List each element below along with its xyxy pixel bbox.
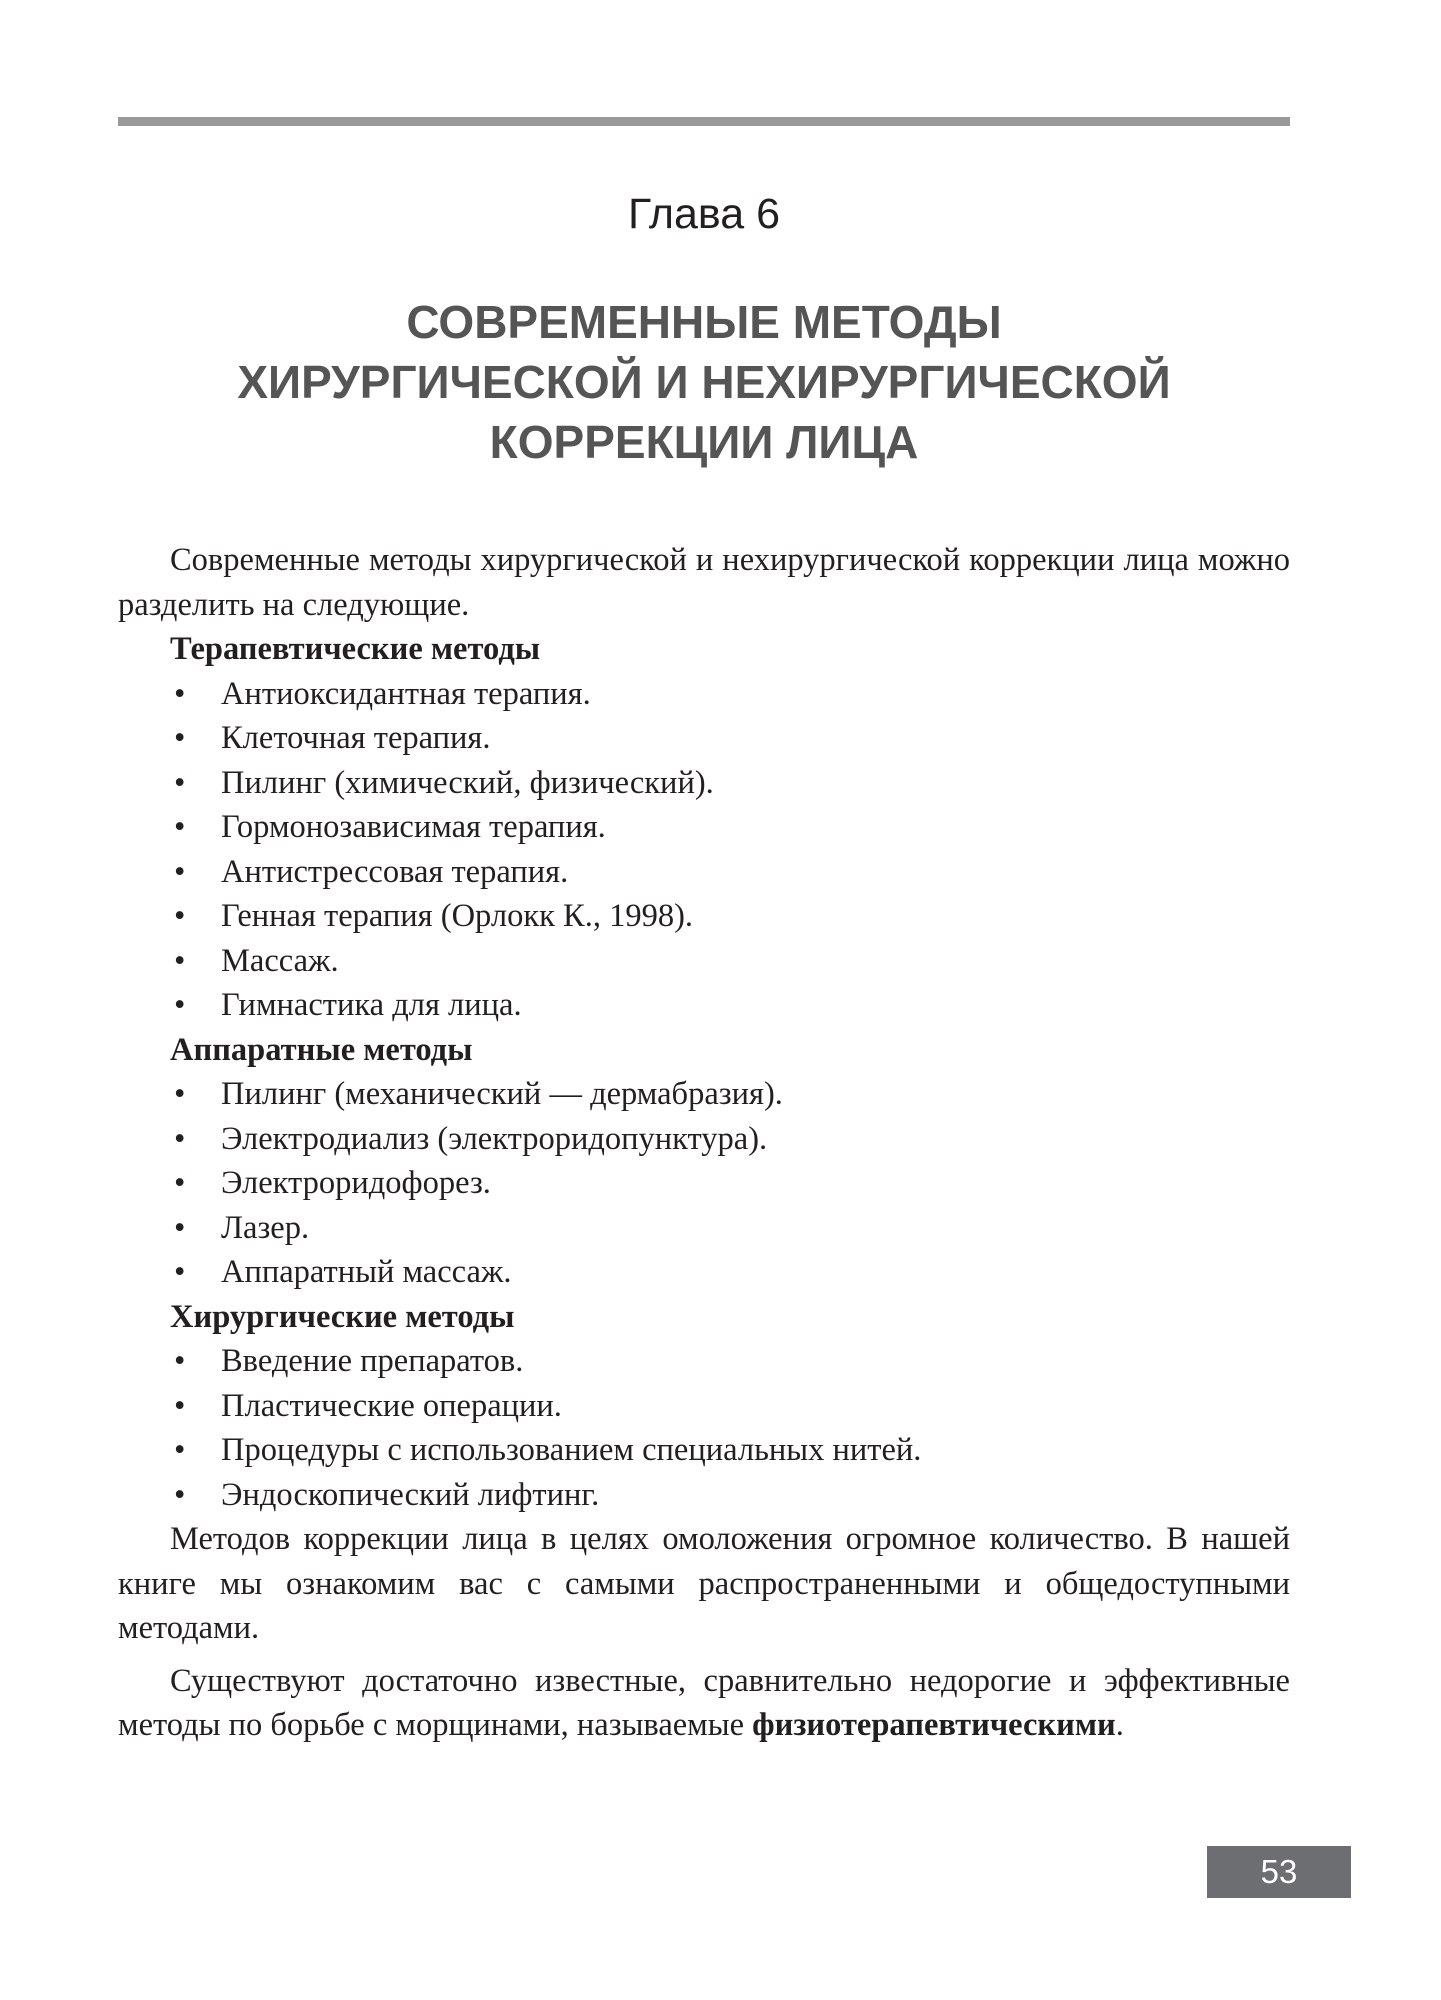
- list-item: • Эндоскопический лифтинг.: [118, 1473, 1290, 1518]
- bullet-icon: •: [174, 809, 186, 845]
- list-item: • Лазер.: [118, 1206, 1290, 1251]
- list-hardware: [118, 1072, 1290, 1295]
- bullet-icon: •: [174, 1209, 186, 1246]
- bullet-icon: •: [174, 1120, 186, 1157]
- bullet-icon: •: [174, 942, 186, 979]
- bullet-icon: •: [174, 1476, 186, 1513]
- list-item: • Введение препаратов.: [118, 1339, 1290, 1384]
- list-item: • Аппаратный массаж.: [118, 1250, 1290, 1295]
- list-therapeutic: [118, 672, 1290, 1028]
- bullet-icon: •: [174, 1387, 186, 1424]
- bullet-icon: •: [174, 1343, 186, 1379]
- list-item: • Клеточная терапия.: [118, 716, 1290, 761]
- list-item: • Процедуры с использованием специальных нитей.: [118, 1428, 1290, 1473]
- list-item: • Гормонозависимая терапия.: [118, 805, 1290, 850]
- section-heading-therapeutic: Терапевтические методы: [170, 631, 541, 667]
- chapter-label: Глава 6: [627, 190, 780, 238]
- body-text: [118, 538, 1290, 1748]
- section-heading-hardware: Аппаратные методы: [170, 1031, 473, 1068]
- bullet-icon: •: [174, 1076, 186, 1112]
- page-number: 53: [1207, 1846, 1351, 1898]
- intro-paragraph: Современные методы хирургической и нехирургической коррекции лица можно разделить на следующие.: [118, 542, 1290, 623]
- section-heading-surgical: Хирургические методы: [170, 1298, 515, 1335]
- chapter-title-line-2: ХИРУРГИЧЕСКОЙ И НЕХИРУРГИЧЕСКОЙ: [237, 356, 1171, 408]
- top-rule: [118, 117, 1290, 126]
- bullet-icon: •: [174, 987, 186, 1023]
- paragraph-3-end: .: [1115, 1707, 1124, 1743]
- paragraph-3-start: Существуют достаточно известные, сравнительно недорогие и эффективные методы по борьбе с морщинами, называемые: [118, 1662, 1290, 1743]
- chapter-title-line-3: КОРРЕКЦИИ ЛИЦА: [489, 416, 919, 468]
- bullet-icon: •: [174, 1432, 186, 1468]
- list-item: • Антиоксидантная терапия.: [118, 672, 1290, 717]
- chapter-title-line-1: СОВРЕМЕННЫЕ МЕТОДЫ: [406, 296, 1002, 348]
- list-item: • Генная терапия (Орлокк К., 1998).: [118, 894, 1290, 939]
- paragraph-3-bold-term: физиотерапевтическими: [752, 1707, 1116, 1743]
- list-surgical: [118, 1339, 1290, 1517]
- bullet-icon: •: [174, 720, 186, 756]
- bullet-icon: •: [174, 853, 186, 890]
- paragraph-2: Методов коррекции лица в целях омоложения огромное количество. В нашей книге мы ознакомим вас с самыми распространенными и общедоступными методами.: [118, 1521, 1290, 1646]
- list-item: • Антистрессовая терапия.: [118, 850, 1290, 895]
- bullet-icon: •: [174, 675, 186, 712]
- list-item: • Электроридофорез.: [118, 1161, 1290, 1206]
- bullet-icon: •: [174, 898, 186, 934]
- list-item: • Пилинг (химический, физический).: [118, 761, 1290, 806]
- bullet-icon: •: [174, 1254, 186, 1290]
- list-item: • Электродиализ (электроридопунктура).: [118, 1117, 1290, 1162]
- chapter-title: [0, 292, 1408, 472]
- bullet-icon: •: [174, 764, 186, 801]
- list-item: • Пилинг (механический — дермабразия).: [118, 1072, 1290, 1117]
- list-item: • Массаж.: [118, 939, 1290, 984]
- paragraph-3: [118, 1659, 1290, 1748]
- bullet-icon: •: [174, 1165, 186, 1201]
- list-item: • Пластические операции.: [118, 1384, 1290, 1429]
- list-item: • Гимнастика для лица.: [118, 983, 1290, 1028]
